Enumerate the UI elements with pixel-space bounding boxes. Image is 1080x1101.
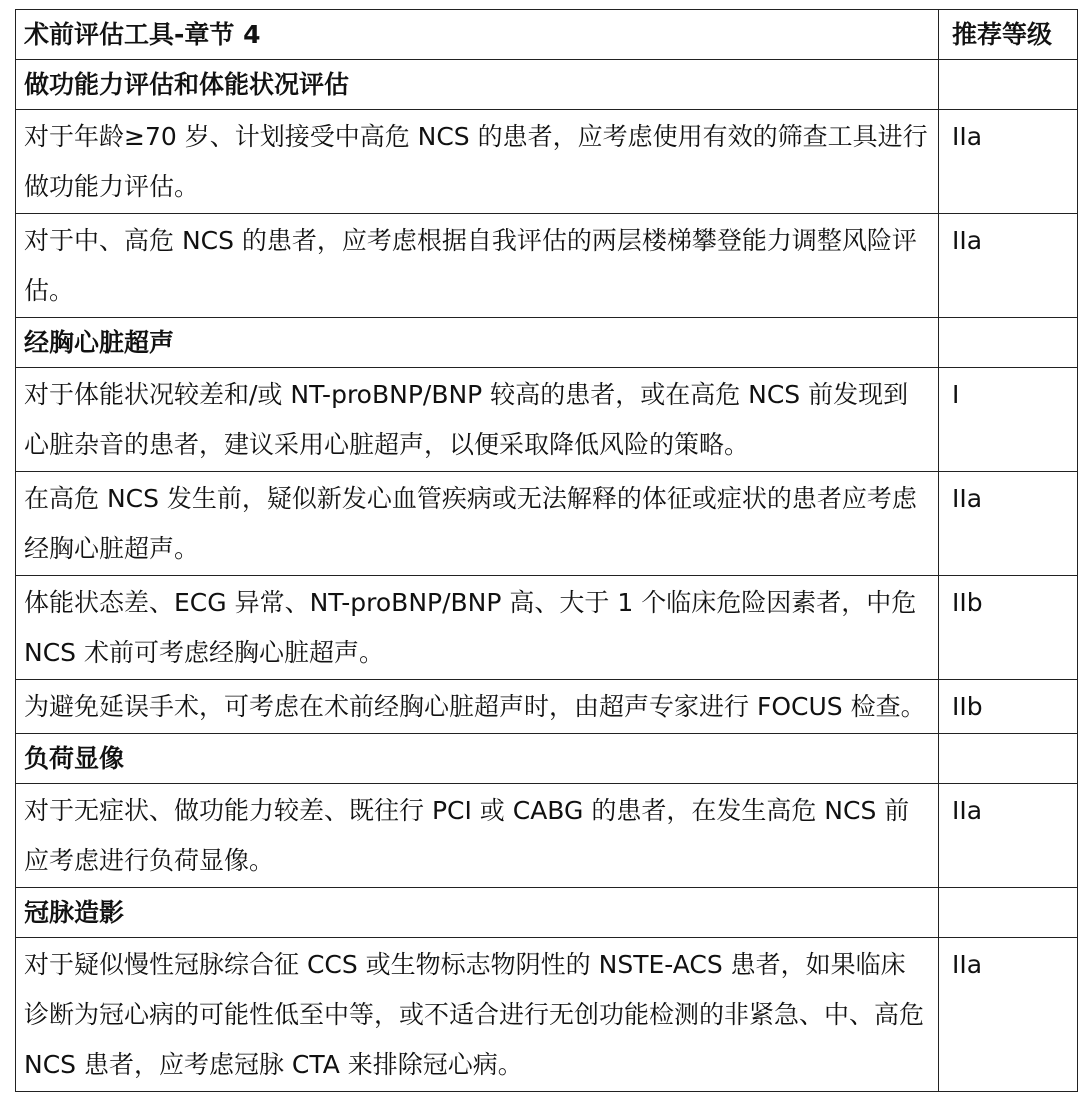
recommendation-text: 对于疑似慢性冠脉综合征 CCS 或生物标志物阴性的 NSTE-ACS 患者，如果临床诊断为冠心病的可能性低至中等，或不适合进行无创功能检测的非紧急、中、高危 NCS 患者，应考虑冠脉 CTA 来排除冠心病。 — [16, 938, 939, 1092]
recommendation-text: 为避免延误手术，可考虑在术前经胸心脏超声时，由超声专家进行 FOCUS 检查。 — [16, 680, 939, 734]
section-title: 经胸心脏超声 — [16, 318, 939, 368]
table-title: 术前评估工具-章节 4 — [16, 10, 939, 60]
section-title: 冠脉造影 — [16, 888, 939, 938]
recommendation-grade: IIa — [939, 110, 1078, 214]
table-row — [16, 472, 1078, 576]
section-grade-empty — [939, 60, 1078, 110]
section-row — [16, 318, 1078, 368]
section-grade-empty — [939, 734, 1078, 784]
recommendation-text: 对于年龄≥70 岁、计划接受中高危 NCS 的患者，应考虑使用有效的筛查工具进行做功能力评估。 — [16, 110, 939, 214]
section-title: 做功能力评估和体能状况评估 — [16, 60, 939, 110]
section-grade-empty — [939, 318, 1078, 368]
recommendation-grade: I — [939, 368, 1078, 472]
section-title: 负荷显像 — [16, 734, 939, 784]
recommendation-grade: IIa — [939, 214, 1078, 318]
section-grade-empty — [939, 888, 1078, 938]
section-row — [16, 60, 1078, 110]
recommendation-table — [15, 9, 1078, 1092]
recommendation-grade: IIa — [939, 784, 1078, 888]
table-row — [16, 214, 1078, 318]
table-header-row — [16, 10, 1078, 60]
recommendation-grade: IIa — [939, 938, 1078, 1092]
recommendation-text: 对于体能状况较差和/或 NT-proBNP/BNP 较高的患者，或在高危 NCS 前发现到心脏杂音的患者，建议采用心脏超声，以便采取降低风险的策略。 — [16, 368, 939, 472]
table-row — [16, 784, 1078, 888]
section-row — [16, 888, 1078, 938]
section-row — [16, 734, 1078, 784]
recommendation-text: 体能状态差、ECG 异常、NT-proBNP/BNP 高、大于 1 个临床危险因素者，中危 NCS 术前可考虑经胸心脏超声。 — [16, 576, 939, 680]
recommendation-grade: IIb — [939, 576, 1078, 680]
grade-column-header: 推荐等级 — [939, 10, 1078, 60]
recommendation-grade: IIb — [939, 680, 1078, 734]
table-row — [16, 680, 1078, 734]
table-row — [16, 938, 1078, 1092]
table-row — [16, 576, 1078, 680]
recommendation-grade: IIa — [939, 472, 1078, 576]
table-row — [16, 110, 1078, 214]
recommendation-text: 对于中、高危 NCS 的患者，应考虑根据自我评估的两层楼梯攀登能力调整风险评估。 — [16, 214, 939, 318]
recommendation-text: 在高危 NCS 发生前，疑似新发心血管疾病或无法解释的体征或症状的患者应考虑经胸心脏超声。 — [16, 472, 939, 576]
recommendation-text: 对于无症状、做功能力较差、既往行 PCI 或 CABG 的患者，在发生高危 NCS 前应考虑进行负荷显像。 — [16, 784, 939, 888]
table-row — [16, 368, 1078, 472]
